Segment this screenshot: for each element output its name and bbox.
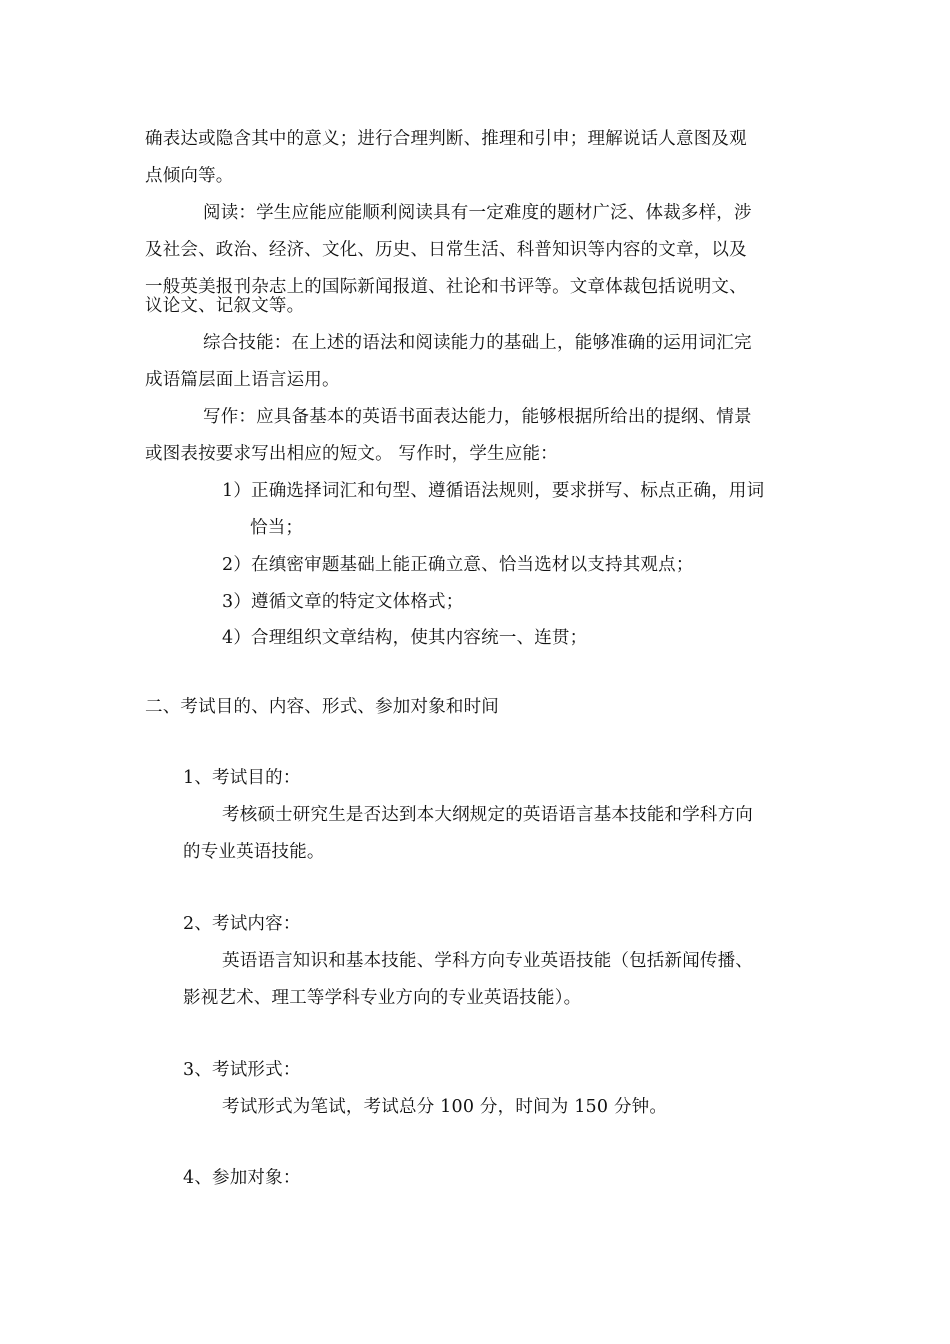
integrated-line-1: 综合技能：在上述的语法和阅读能力的基础上，能够准确的运用词汇完 xyxy=(203,333,752,353)
item-2-line-1: 英语语言知识和基本技能、学科方向专业英语技能（包括新闻传播、 xyxy=(222,951,753,971)
item-2-line-2: 影视艺术、理工等学科专业方向的专业英语技能）。 xyxy=(183,988,582,1008)
item-3-line-1: 考试形式为笔试，考试总分 100 分，时间为 150 分钟。 xyxy=(222,1097,668,1117)
listening-line-2: 点倾向等。 xyxy=(145,166,234,186)
listening-line-1: 确表达或隐含其中的意义；进行合理判断、推理和引申；理解说话人意图及观 xyxy=(145,129,747,149)
writing-line-1: 写作：应具备基本的英语书面表达能力，能够根据所给出的提纲、情景 xyxy=(203,407,752,427)
writing-list-item-4: 4）合理组织文章结构，使其内容统一、连贯； xyxy=(222,628,588,648)
item-3-title: 3、考试形式： xyxy=(183,1060,301,1080)
item-1-title: 1、考试目的： xyxy=(183,768,301,788)
item-2-title: 2、考试内容： xyxy=(183,914,301,934)
writing-list-item-1: 1）正确选择词汇和句型、遵循语法规则，要求拼写、标点正确，用词 xyxy=(222,481,765,501)
reading-line-3: 一般英美报刊杂志上的国际新闻报道、社论和书评等。文章体裁包括说明文、 xyxy=(145,277,747,297)
item-1-line-2: 的专业英语技能。 xyxy=(183,842,325,862)
writing-list-item-1-cont: 恰当； xyxy=(250,518,304,538)
writing-line-2: 或图表按要求写出相应的短文。 写作时，学生应能： xyxy=(145,444,558,464)
integrated-line-2: 成语篇层面上语言运用。 xyxy=(145,370,340,390)
reading-line-1: 阅读：学生应能应能顺利阅读具有一定难度的题材广泛、体裁多样，涉 xyxy=(203,203,752,223)
item-1-line-1: 考核硕士研究生是否达到本大纲规定的英语语言基本技能和学科方向 xyxy=(222,805,753,825)
writing-list-item-3: 3）遵循文章的特定文体格式； xyxy=(222,592,464,612)
writing-list-item-2: 2）在缜密审题基础上能正确立意、恰当选材以支持其观点； xyxy=(222,555,694,575)
reading-line-4: 议论文、记叙文等。 xyxy=(145,296,305,316)
item-4-title: 4、参加对象： xyxy=(183,1168,301,1188)
section-2-heading: 二、考试目的、内容、形式、参加对象和时间 xyxy=(145,697,499,717)
reading-line-2: 及社会、政治、经济、文化、历史、日常生活、科普知识等内容的文章，以及 xyxy=(145,240,747,260)
